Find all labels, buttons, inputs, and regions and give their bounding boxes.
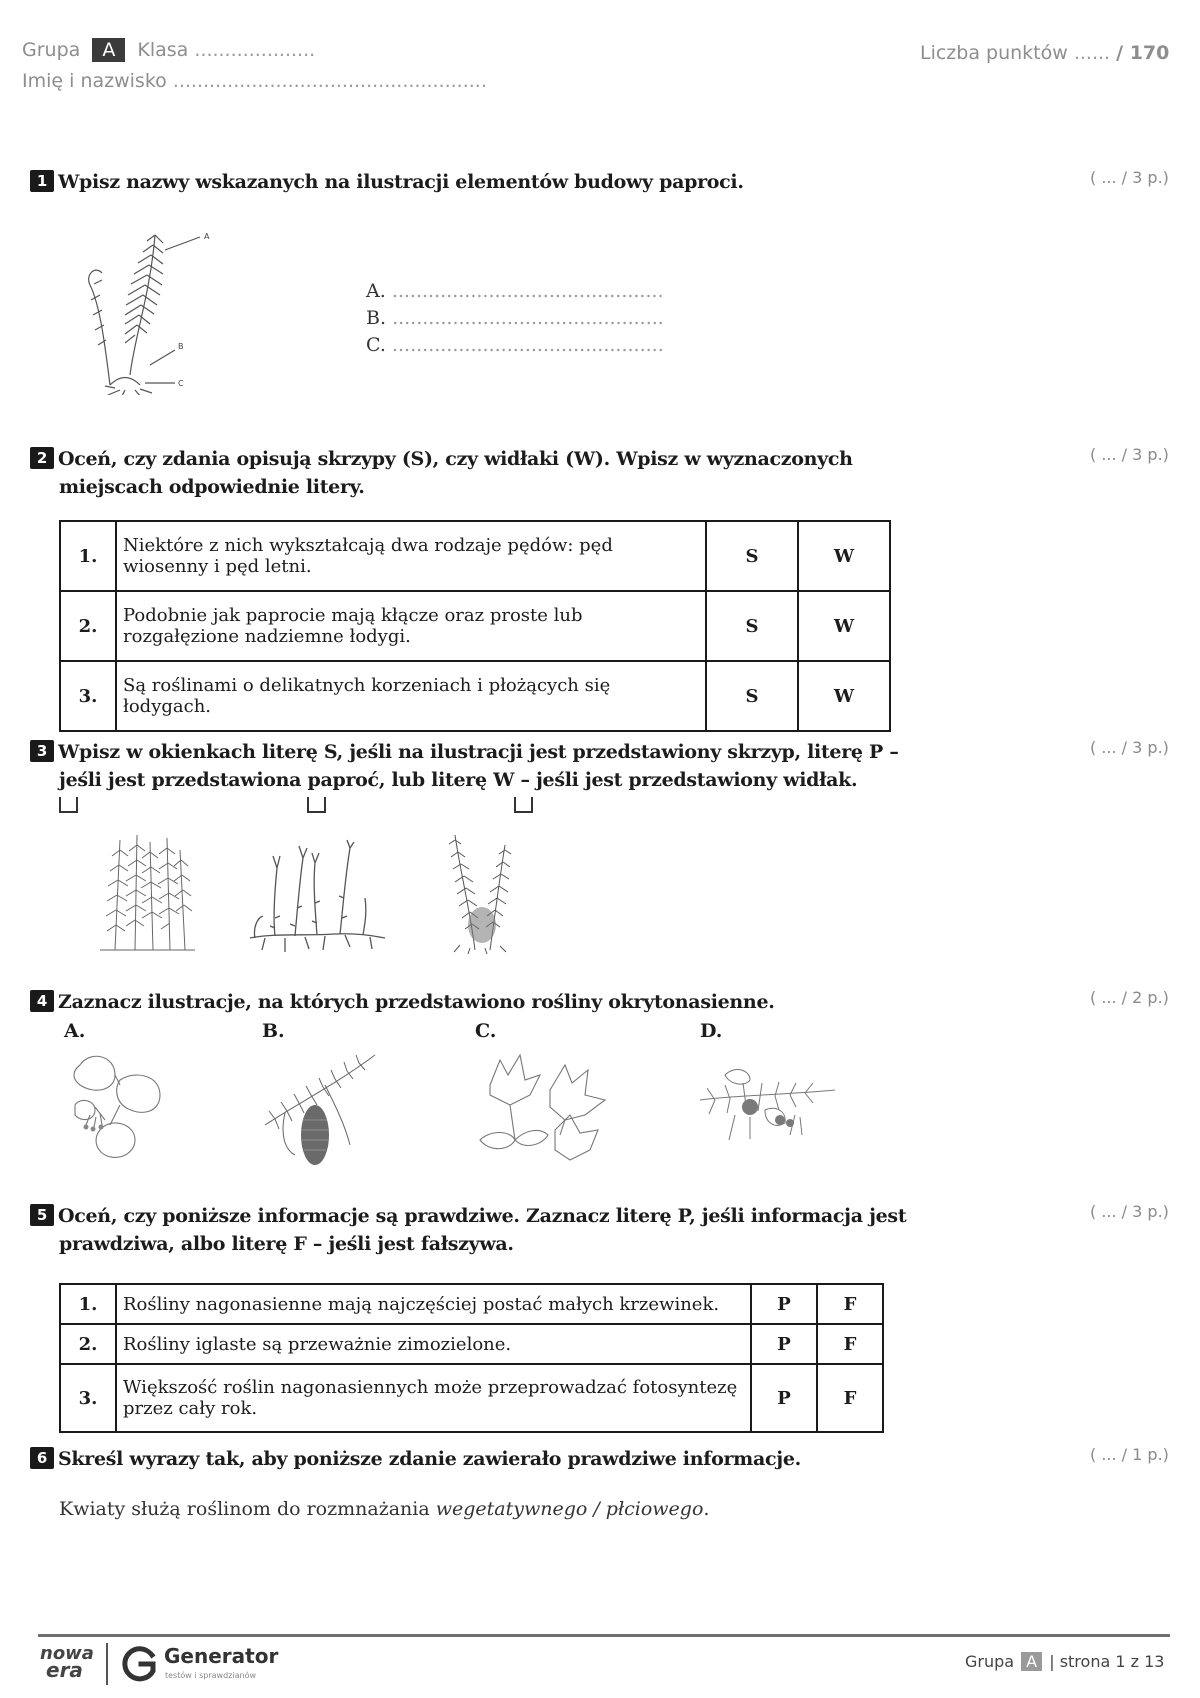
footer-group-badge: A [1021, 1652, 1042, 1671]
q2-row2-option-w[interactable]: W [798, 591, 890, 661]
q2-row3-option-w[interactable]: W [798, 661, 890, 731]
clubmoss-illustration [245, 838, 390, 958]
group-label: Grupa [22, 39, 81, 61]
q2-row1-option-w[interactable]: W [798, 521, 890, 591]
header-points [920, 42, 1169, 64]
footer-group-label: Grupa [965, 1652, 1015, 1671]
table-row: 3. Są roślinami o delikatnych korzeniach i płożących się łodygach. S W [60, 661, 890, 731]
q5-table [59, 1283, 884, 1433]
q3-answer-box-3[interactable] [514, 797, 533, 813]
q1-answer-a[interactable]: A. ............................................. [366, 280, 664, 302]
q6-sentence: Kwiaty służą roślinom do rozmnażania wegetatywnego / płciowego. [59, 1498, 710, 1520]
q1-answer-b[interactable]: B. ............................................. [366, 307, 664, 329]
q2-heading [30, 445, 960, 501]
q5-row1-option-p[interactable]: P [751, 1284, 817, 1324]
q2-row3-option-s[interactable]: S [706, 661, 798, 731]
q3-answer-box-2[interactable] [307, 797, 326, 813]
q3-text-line1: Wpisz w okienkach literę S, jeśli na ilustracji jest przedstawiony skrzyp, literę P – [58, 741, 899, 763]
q4-text: Zaznacz ilustracje, na których przedstawiono rośliny okrytonasienne. [58, 991, 775, 1013]
points-total: / 170 [1116, 42, 1170, 64]
fern-illustration [80, 225, 230, 395]
q5-text-line2: prawdziwa, albo literę F – jeśli jest fałszywa. [59, 1233, 514, 1255]
q2-table [59, 520, 891, 732]
q5-heading [30, 1202, 990, 1258]
q5-text-line1: Oceń, czy poniższe informacje są prawdziwe. Zaznacz literę P, jeśli informacja jest [58, 1205, 907, 1227]
q5-row3-option-f[interactable]: F [817, 1364, 883, 1432]
q4-number: 4 [30, 990, 54, 1012]
footer-page-number: | strona 1 z 13 [1049, 1652, 1165, 1671]
q6-options[interactable]: wegetatywnego / płciowego [435, 1498, 704, 1520]
q3-text-line2: jeśli jest przedstawiona paproć, lub literę W – jeśli jest przedstawiony widłak. [59, 769, 858, 791]
q4-option-a[interactable]: A. [64, 1020, 86, 1042]
nowa-era-logo: nowa era [40, 1643, 94, 1682]
q1-heading [30, 168, 744, 196]
q4-heading [30, 988, 775, 1016]
linden-illustration [60, 1045, 180, 1170]
q2-text-line2: miejscach odpowiednie litery. [59, 476, 365, 498]
footer-divider [38, 1634, 1170, 1637]
points-label: Liczba punktów [920, 42, 1068, 64]
q5-row2-option-p[interactable]: P [751, 1324, 817, 1364]
header-name [22, 70, 487, 92]
q5-row2-option-f[interactable]: F [817, 1324, 883, 1364]
spruce-illustration [255, 1045, 385, 1175]
q1-answer-lines [366, 278, 664, 359]
fern-illustration-2 [440, 830, 530, 955]
class-field[interactable]: .................... [194, 39, 316, 61]
table-row: 1. Niektóre z nich wykształcają dwa rodzaje pędów: pęd wiosenny i pęd letni. S W [60, 521, 890, 591]
maple-illustration [470, 1045, 615, 1170]
footer-page-info [965, 1652, 1164, 1671]
q4-option-d[interactable]: D. [700, 1020, 723, 1042]
table-row: 3. Większość roślin nagonasiennych może przeprowadzać fotosyntezę przez cały rok. P F [60, 1364, 883, 1432]
q4-option-c[interactable]: C. [475, 1020, 497, 1042]
fern-label-b: B [178, 342, 184, 351]
points-field[interactable]: ...... [1073, 42, 1111, 64]
q5-row3-option-p[interactable]: P [751, 1364, 817, 1432]
name-field[interactable]: .................................................... [172, 70, 487, 92]
header-group-class [22, 38, 315, 62]
q3-answer-box-1[interactable] [59, 797, 78, 813]
q4-points: ( ... / 2 p.) [1090, 988, 1169, 1007]
hazel-illustration [695, 1045, 840, 1170]
q6-points: ( ... / 1 p.) [1090, 1445, 1169, 1464]
q6-heading [30, 1445, 801, 1473]
q1-answer-c[interactable]: C. ............................................. [366, 334, 664, 356]
group-badge: A [92, 38, 125, 62]
name-label: Imię i nazwisko [22, 70, 167, 92]
q1-number: 1 [30, 170, 54, 192]
q1-text: Wpisz nazwy wskazanych na ilustracji elementów budowy paproci. [58, 171, 744, 193]
fern-label-a: A [204, 232, 210, 241]
q2-row1-option-s[interactable]: S [706, 521, 798, 591]
q4-option-b[interactable]: B. [262, 1020, 285, 1042]
table-row: 1. Rośliny nagonasienne mają najczęściej postać małych krzewinek. P F [60, 1284, 883, 1324]
logo-separator [106, 1643, 108, 1685]
fern-label-c: C [178, 379, 184, 388]
q6-text: Skreśl wyrazy tak, aby poniższe zdanie zawierało prawdziwe informacje. [58, 1448, 801, 1470]
generator-subtitle: testów i sprawdzianów [165, 1671, 256, 1680]
q6-number: 6 [30, 1447, 54, 1469]
q3-heading [30, 738, 990, 794]
q3-number: 3 [30, 740, 54, 762]
class-label: Klasa [137, 39, 189, 61]
q5-row1-option-f[interactable]: F [817, 1284, 883, 1324]
q2-text-line1: Oceń, czy zdania opisują skrzypy (S), czy widłaki (W). Wpisz w wyznaczonych [58, 448, 853, 470]
q1-points: ( ... / 3 p.) [1090, 168, 1169, 187]
q5-points: ( ... / 3 p.) [1090, 1202, 1169, 1221]
q2-row2-option-s[interactable]: S [706, 591, 798, 661]
q2-points: ( ... / 3 p.) [1090, 445, 1169, 464]
table-row: 2. Rośliny iglaste są przeważnie zimozielone. P F [60, 1324, 883, 1364]
q3-points: ( ... / 3 p.) [1090, 738, 1169, 757]
q2-number: 2 [30, 447, 54, 469]
generator-logo-icon [120, 1645, 158, 1683]
q5-number: 5 [30, 1204, 54, 1226]
table-row: 2. Podobnie jak paprocie mają kłącze oraz proste lub rozgałęzione nadziemne łodygi. S W [60, 591, 890, 661]
generator-title: Generator [164, 1644, 279, 1668]
horsetail-illustration [95, 830, 200, 955]
